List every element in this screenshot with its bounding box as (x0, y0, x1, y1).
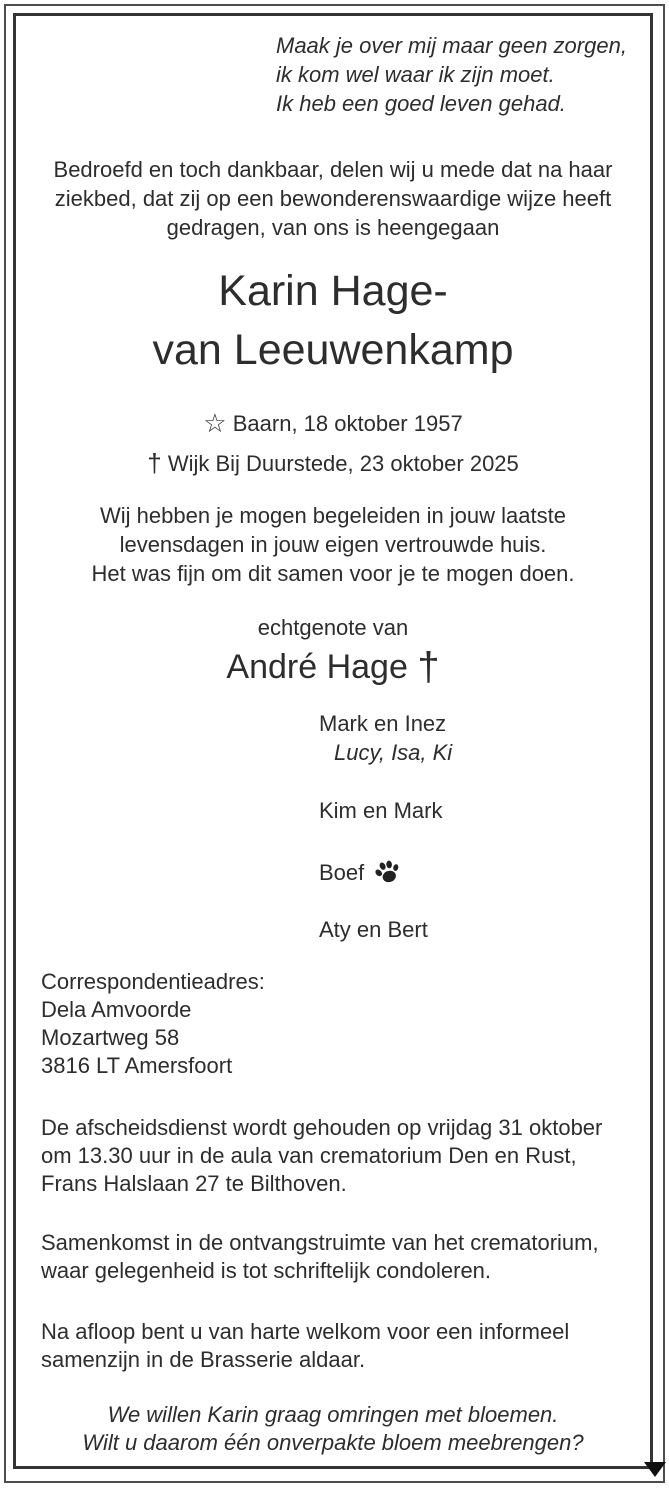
dagger-icon: † (147, 448, 162, 478)
care-paragraph (13, 501, 653, 588)
care-line: levensdagen in jouw eigen vertrouwde huis. (119, 532, 547, 557)
informal-paragraph (41, 1318, 569, 1374)
spouse-label: echtgenote van (257, 615, 409, 640)
family-entry-pet (319, 858, 452, 887)
flowers-line: Wilt u daarom één onverpakte bloem meebrengen? (82, 1430, 584, 1455)
deceased-name-line: Karin Hage- (218, 267, 448, 315)
gathering-paragraph (41, 1229, 599, 1285)
correspondence-address (41, 968, 265, 1080)
gathering-line: waar gelegenheid is tot schriftelijk condoleren. (41, 1258, 492, 1283)
address-line: 3816 LT Amersfoort (41, 1053, 233, 1078)
service-line: om 13.30 uur in de aula van crematorium Den en Rust, (41, 1143, 577, 1168)
intro-line: ziekbed, dat zij op een bewonderenswaardige wijze heeft (54, 186, 612, 211)
deceased-name (13, 262, 653, 380)
star-icon: ☆ (203, 408, 227, 438)
address-line: Dela Amvoorde (41, 997, 192, 1022)
care-line: Wij hebben je mogen begeleiden in jouw laatste (100, 503, 566, 528)
quote-line: ik kom wel waar ik zijn moet. (276, 62, 555, 87)
spouse-name: André Hage (226, 648, 408, 686)
service-paragraph (41, 1114, 602, 1198)
informal-line: Na afloop bent u van harte welkom voor een informeel (41, 1319, 570, 1344)
family-entry: Aty en Bert (319, 917, 428, 942)
family-entry: Kim en Mark (319, 798, 443, 823)
flowers-request (13, 1401, 653, 1457)
address-label: Correspondentieadres: (41, 969, 265, 994)
death-date-text: Wijk Bij Duurstede, 23 oktober 2025 (167, 451, 519, 476)
birth-date-text: Baarn, 18 oktober 1957 (232, 411, 463, 436)
intro-line: gedragen, van ons is heengegaan (166, 215, 500, 240)
dagger-icon: † (417, 645, 440, 689)
pet-name: Boef (319, 860, 365, 885)
death-date-line (13, 449, 653, 478)
family-entry: Mark en Inez (319, 711, 447, 736)
paw-icon (372, 857, 404, 889)
flowers-line: We willen Karin graag omringen met bloemen. (107, 1402, 559, 1427)
scroll-down-icon[interactable] (644, 1462, 666, 1477)
intro-paragraph (13, 155, 653, 242)
opening-quote (276, 31, 627, 118)
family-list (319, 709, 452, 944)
deceased-name-line: van Leeuwenkamp (152, 326, 514, 374)
service-line: De afscheidsdienst wordt gehouden op vrijdag 31 oktober (41, 1115, 603, 1140)
intro-line: Bedroefd en toch dankbaar, delen wij u mede dat na haar (53, 157, 613, 182)
informal-line: samenzijn in de Brasserie aldaar. (41, 1347, 366, 1372)
gathering-line: Samenkomst in de ontvangstruimte van het crematorium, (41, 1230, 599, 1255)
quote-line: Maak je over mij maar geen zorgen, (276, 33, 627, 58)
address-line: Mozartweg 58 (41, 1025, 180, 1050)
quote-line: Ik heb een goed leven gehad. (276, 91, 566, 116)
birth-date-line (13, 409, 653, 438)
family-entry-grandchildren: Lucy, Isa, Ki (334, 740, 453, 765)
service-line: Frans Halslaan 27 te Bilthoven. (41, 1171, 347, 1196)
spouse-name-line (13, 647, 653, 687)
care-line: Het was fijn om dit samen voor je te mogen doen. (91, 561, 575, 586)
